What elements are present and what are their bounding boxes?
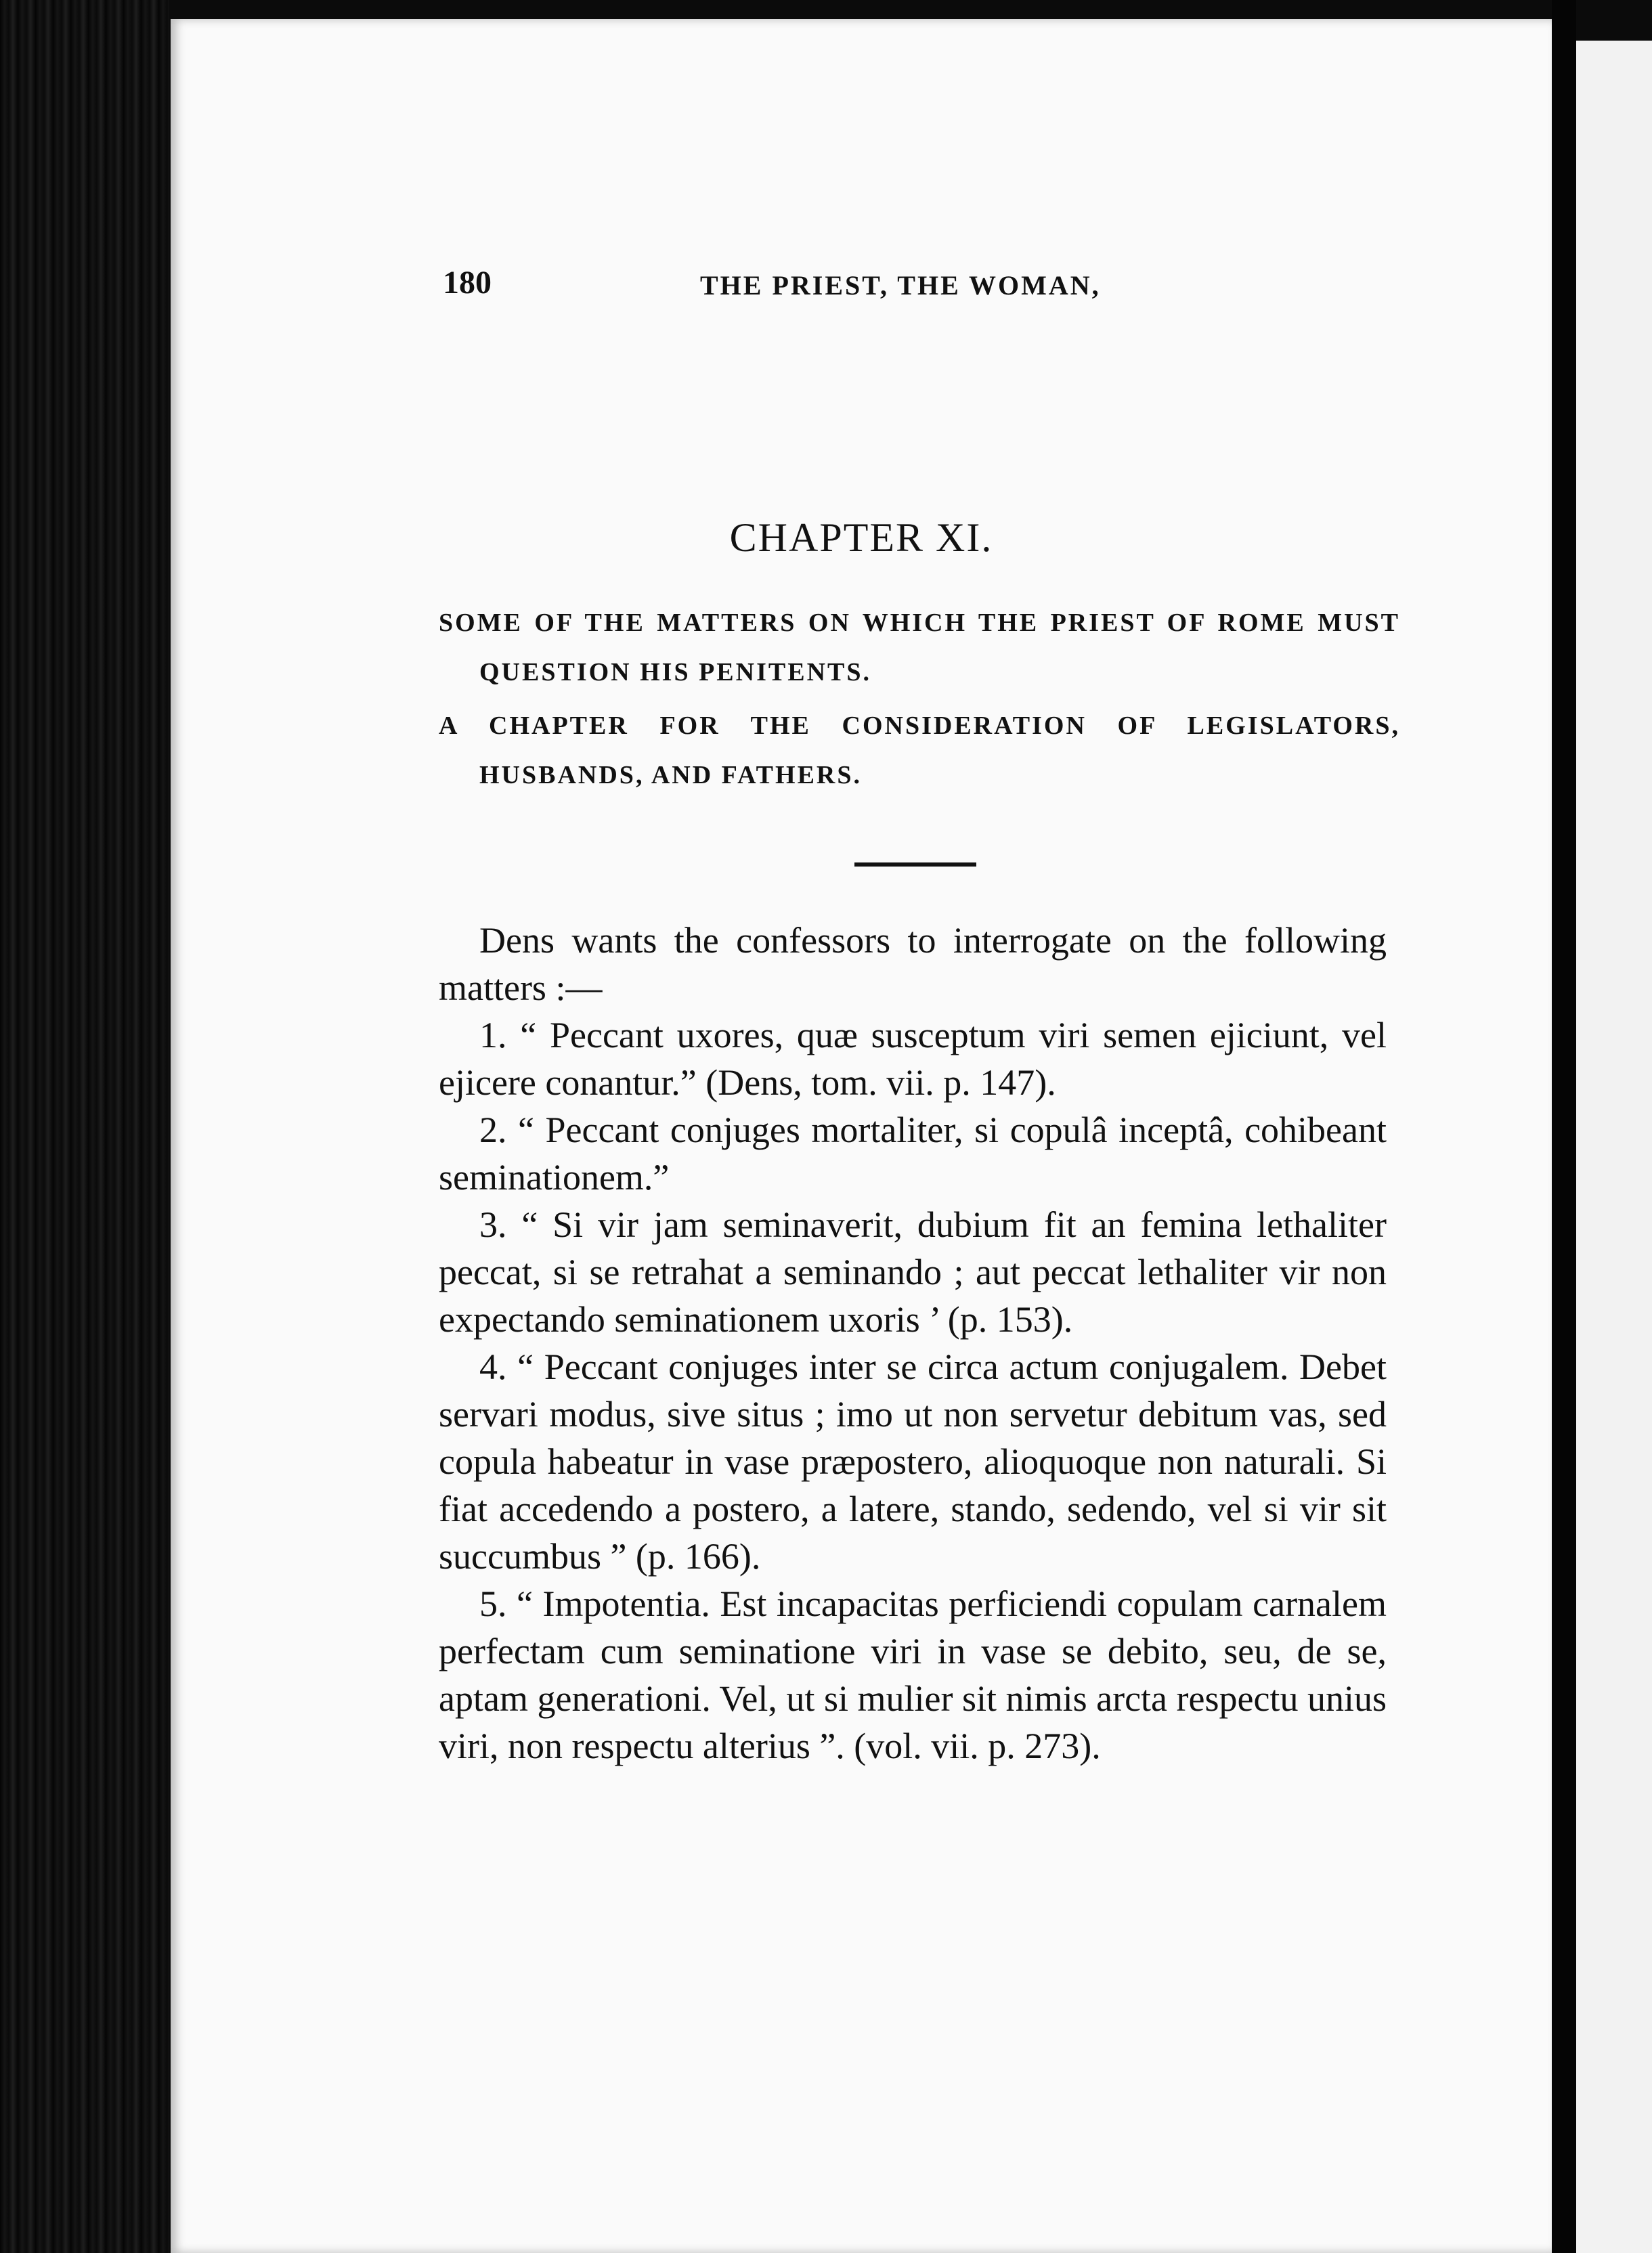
section-divider [854,862,976,867]
book-spine [0,0,169,2253]
numbered-paragraph: 3. “ Si vir jam seminaverit, dubium fit an femina lethaliter peccat, si se retrahat a seminando ; aut peccat lethaliter vir non expectando seminationem uxoris ’ (p. 153). [439,1204,1387,1340]
numbered-paragraph: 4. “ Peccant conjuges inter se circa actum conjugalem. Debet servari modus, sive situs ; imo ut non servetur debitum vas, sed copula habeatur in vase præpostero, alioquoque non naturali. Si fiat accedendo a postero, a latere, stando, sedendo, vel si vir sit succumbus ” (p. 166). [439,1347,1387,1577]
intro-paragraph: Dens wants the confessors to interrogate on the following matters :— [439,920,1387,1008]
numbered-paragraph: 5. “ Impotentia. Est incapacitas perficiendi copulam carnalem perfectam cum seminatione viri in vase se debito, seu, de se, aptam generationi. Vel, ut si mulier sit nimis arcta respectu unius viri, non respectu alterius ”. (vol. vii. p. 273). [439,1583,1387,1766]
summary-line: A CHAPTER FOR THE CONSIDERATION OF LEGISLATORS, HUSBANDS, AND FATHERS. [439,712,1400,789]
chapter-title: CHAPTER XI. [729,515,993,560]
body-text [439,917,1387,1770]
chapter-summary [439,598,1400,800]
running-title: THE PRIEST, THE WOMAN, [700,270,1101,301]
summary-line: SOME OF THE MATTERS ON WHICH THE PRIEST OF ROME MUST QUESTION HIS PENITENTS. [439,609,1400,686]
numbered-paragraph: 2. “ Peccant conjuges mortaliter, si copulâ inceptâ, cohibeant seminationem.” [439,1110,1387,1198]
page-number: 180 [443,265,492,301]
running-head [271,264,1374,311]
numbered-paragraph: 1. “ Peccant uxores, quæ susceptum viri semen ejiciunt, vel ejicere conantur.” (Dens, tom. vii. p. 147). [439,1015,1387,1103]
page-gutter [1552,0,1576,2253]
next-page-edge [1576,41,1652,2253]
